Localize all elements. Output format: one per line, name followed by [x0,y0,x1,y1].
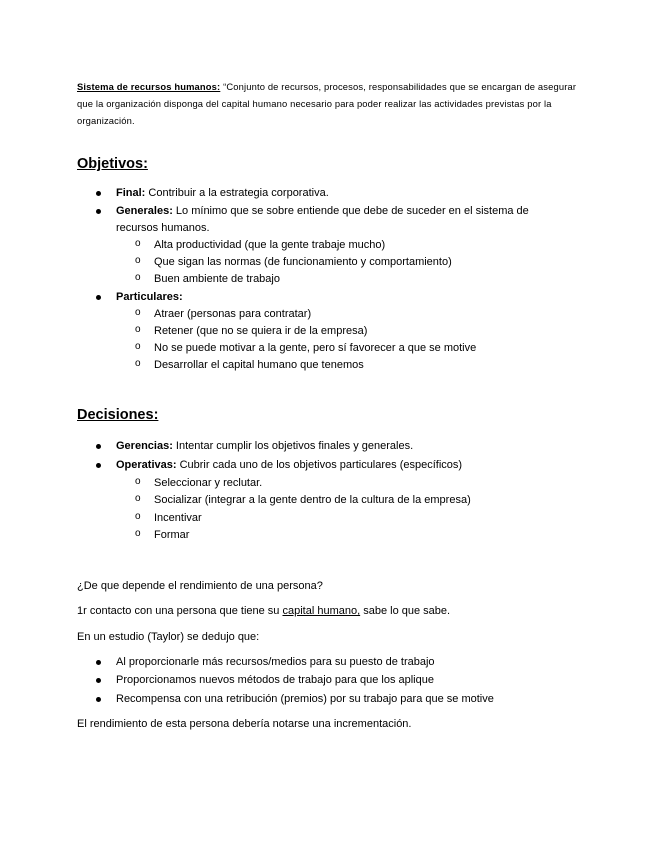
particulares-item: No se puede motivar a la gente, pero sí favorecer a que se motive [154,342,477,354]
rendimiento-contact [77,604,450,618]
generales-text-2: recursos humanos. [116,222,210,234]
rendimiento-conclusion: El rendimiento de esta persona debería notarse una incrementación. [77,718,412,730]
bullet-dot [96,444,101,449]
objetivos-heading: Objetivos: [77,156,148,172]
objetivo-generales [116,204,529,218]
sub-bullet-ring: o [135,493,141,504]
rendimiento-study: En un estudio (Taylor) se dedujo que: [77,631,260,643]
gerencias-text: Intentar cumplir los objetivos finales y generales. [172,440,414,452]
sub-bullet-ring: o [135,511,141,522]
particulares-item: Atraer (personas para contratar) [154,308,312,320]
decision-operativas [116,458,462,472]
bullet-dot [96,660,101,665]
rendimiento-question: ¿De que depende el rendimiento de una persona? [77,580,323,592]
operativas-item: Incentivar [154,512,202,524]
particulares-item: Desarrollar el capital humano que tenemos [154,359,364,371]
operativas-text: Cubrir cada uno de los objetivos particulares (específicos) [176,459,463,471]
generales-label: Generales: [116,205,173,217]
rendimiento-item: Proporcionamos nuevos métodos de trabajo para que los aplique [116,674,434,686]
operativas-item: Seleccionar y reclutar. [154,477,263,489]
sub-bullet-ring: o [135,358,141,369]
generales-text-1: Lo mínimo que se sobre entiende que debe de suceder en el sistema de [172,205,529,217]
operativas-item: Socializar (integrar a la gente dentro de la cultura de la empresa) [154,494,471,506]
decision-gerencias [116,439,413,453]
rendimiento-item: Recompensa con una retribución (premios) por su trabajo para que se motive [116,693,494,705]
sub-bullet-ring: o [135,341,141,352]
generales-item: Buen ambiente de trabajo [154,273,280,285]
sub-bullet-ring: o [135,476,141,487]
contact-post: sabe lo que sabe. [360,605,451,617]
objetivo-particulares [116,290,183,304]
objetivo-final [116,186,329,200]
bullet-dot [96,295,101,300]
contact-pre: 1r contacto con una persona que tiene su [77,605,283,617]
final-text: Contribuir a la estrategia corporativa. [145,187,329,199]
intro-text: “Conjunto de recursos, procesos, responsabilidades que se encargan de asegurar que la organización disponga del capital humano necesario para poder realizar las actividades previstas por la organización. [77,81,577,126]
sub-bullet-ring: o [135,528,141,539]
bullet-dot [96,191,101,196]
generales-item: Que sigan las normas (de funcionamiento y comportamiento) [154,256,452,268]
intro-paragraph [77,78,577,129]
decisiones-heading: Decisiones: [77,407,159,423]
sub-bullet-ring: o [135,238,141,249]
bullet-dot [96,678,101,683]
sub-bullet-ring: o [135,324,141,335]
contact-link: capital humano, [282,605,361,617]
particulares-item: Retener (que no se quiera ir de la empresa) [154,325,368,337]
gerencias-label: Gerencias: [116,440,173,452]
operativas-item: Formar [154,529,190,541]
bullet-dot [96,697,101,702]
generales-item: Alta productividad (que la gente trabaje mucho) [154,239,386,251]
particulares-label: Particulares: [116,291,183,303]
sub-bullet-ring: o [135,255,141,266]
intro-term: Sistema de recursos humanos: [77,81,221,92]
rendimiento-item: Al proporcionarle más recursos/medios para su puesto de trabajo [116,656,435,668]
operativas-label: Operativas: [116,459,177,471]
sub-bullet-ring: o [135,272,141,283]
final-label: Final: [116,187,146,199]
sub-bullet-ring: o [135,307,141,318]
bullet-dot [96,463,101,468]
bullet-dot [96,209,101,214]
